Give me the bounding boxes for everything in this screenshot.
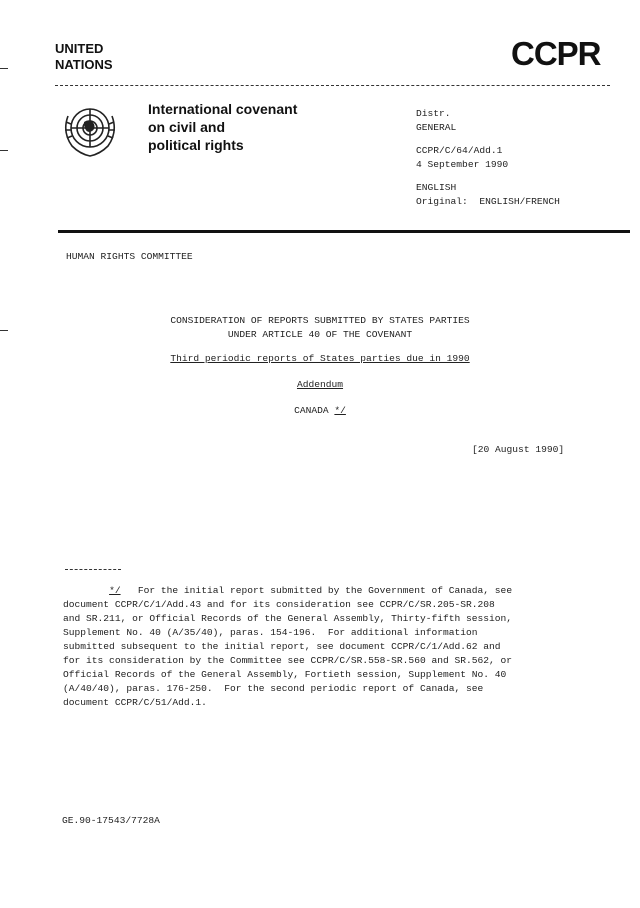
- distribution-label: Distr.: [416, 108, 451, 119]
- heading-line2: UNDER ARTICLE 40 OF THE COVENANT: [227, 329, 413, 340]
- margin-mark: [0, 150, 8, 151]
- footnote-line: for its consideration by the Committee see CCPR/C/SR.558-SR.560 and SR.562, or: [63, 655, 513, 666]
- original-language: Original: ENGLISH/FRENCH: [416, 196, 560, 207]
- footnote-line: document CCPR/C/51/Add.1.: [63, 697, 207, 708]
- document-series-code: CCPR: [511, 35, 601, 72]
- document-date: 4 September 1990: [416, 159, 509, 170]
- footnote-line: document CCPR/C/1/Add.43 and for its consideration see CCPR/C/SR.205-SR.208: [63, 599, 495, 610]
- heading-line1: CONSIDERATION OF REPORTS SUBMITTED BY STATES PARTIES: [170, 315, 470, 326]
- distribution-value: GENERAL: [416, 122, 457, 133]
- country-heading: [0, 405, 640, 416]
- document-language: ENGLISH: [416, 182, 457, 193]
- covenant-title-line3: political rights: [148, 137, 244, 153]
- report-date: [20 August 1990]: [472, 444, 565, 455]
- document-symbol: CCPR/C/64/Add.1: [416, 145, 503, 156]
- footnote-line: Supplement No. 40 (A/35/40), paras. 154-196. For additional information: [63, 627, 478, 638]
- subheading: Third periodic reports of States parties due in 1990: [170, 353, 470, 364]
- heavy-rule: [58, 230, 630, 233]
- covenant-title-line2: on civil and: [148, 119, 226, 135]
- addendum-label: Addendum: [296, 379, 344, 390]
- footnote-marker: */: [109, 585, 121, 596]
- un-emblem-icon: [58, 98, 122, 162]
- footnote-line: and SR.211, or Official Records of the General Assembly, Thirty-fifth session,: [63, 613, 513, 624]
- committee-name: HUMAN RIGHTS COMMITTEE: [66, 251, 193, 262]
- header-rule: [55, 85, 610, 86]
- footnote-line: (A/40/40), paras. 176-250. For the second periodic report of Canada, see: [63, 683, 484, 694]
- org-name-line1: UNITED: [55, 41, 104, 56]
- covenant-title-line1: International covenant: [148, 101, 298, 117]
- margin-mark: [0, 68, 8, 69]
- job-number: GE.90-17543/7728A: [62, 815, 160, 826]
- footnote-line: Official Records of the General Assembly, Fortieth session, Supplement No. 40: [63, 669, 507, 680]
- footnote-line: submitted subsequent to the initial report, see document CCPR/C/1/Add.62 and: [63, 641, 501, 652]
- country-name: CANADA: [294, 405, 329, 416]
- footnote-separator: [65, 569, 121, 570]
- org-name-line2: NATIONS: [55, 57, 113, 72]
- footnote-reference: */: [334, 405, 346, 416]
- footnote-line: */ For the initial report submitted by the Government of Canada, see: [109, 585, 513, 596]
- footnote: [63, 584, 633, 710]
